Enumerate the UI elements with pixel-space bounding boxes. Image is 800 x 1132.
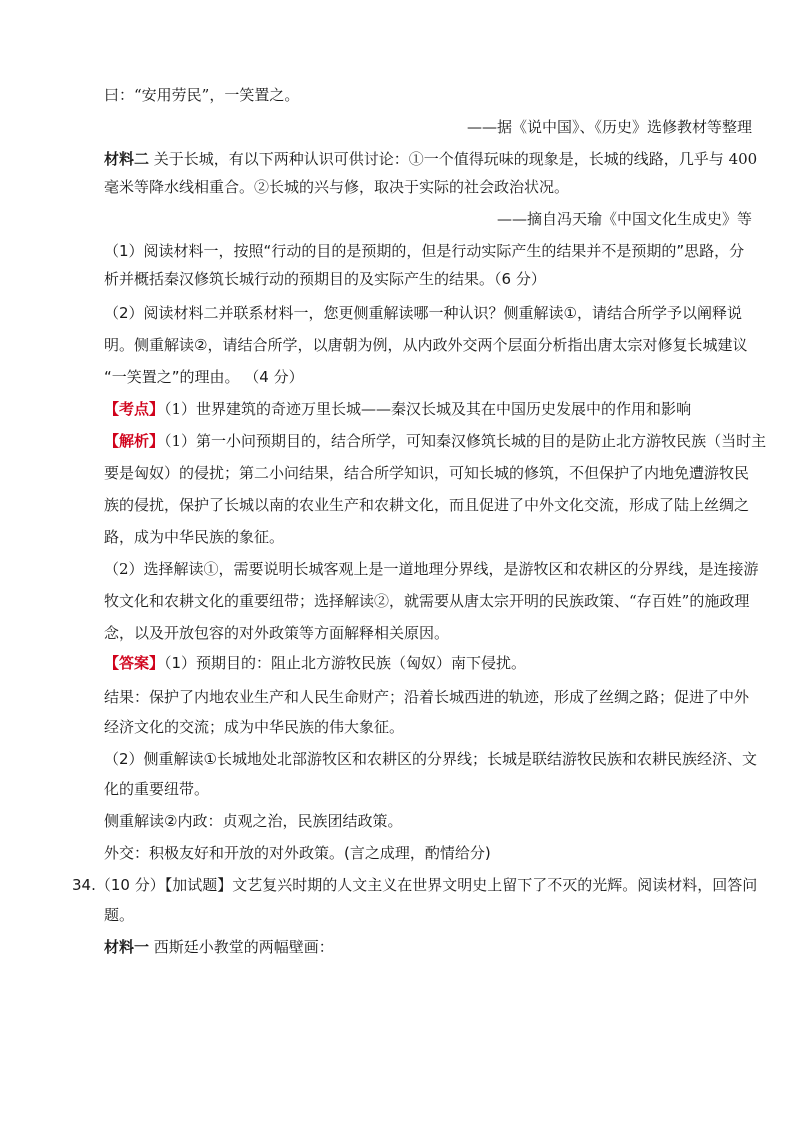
source-citation: ——摘自冯天瑜《中国文化生成史》等 [496,210,752,228]
question-line: “一笑置之”的理由。 （4 分） [104,368,304,386]
question-line: （2）阅读材料二并联系材料一，您更侧重解读哪一种认识？侧重解读①，请结合所学予以阐释说 [104,304,742,322]
daan-line [104,652,526,674]
source-citation: ——据《说中国》、《历史》选修教材等整理 [466,118,752,136]
daan-text: （1）预期目的：阻止北方游牧民族（匈奴）南下侵扰。 [164,654,527,672]
text-line: 路，成为中华民族的象征。 [104,528,285,546]
material-text: 西斯廷小教堂的两幅壁画： [153,938,334,956]
question-line: 明。侧重解读②，请结合所学，以唐朝为例，从内政外交两个层面分析指出唐太宗对修复长城建议 [104,336,748,354]
daan-label: 【答案】 [104,654,165,672]
kaodian-text: （1）世界建筑的奇迹万里长城——秦汉长城及其在中国历史发展中的作用和影响 [164,400,692,418]
answer-line: 化的重要纽带。 [104,780,210,798]
text-line: （2）选择解读①，需要说明长城客观上是一道地理分界线，是游牧区和农耕区的分界线，是连接游 [104,560,759,578]
material-two-line [104,148,757,170]
question-line: 题。 [104,906,135,924]
text-line: 牧文化和农耕文化的重要纽带；选择解读②，就需要从唐太宗开明的民族政策、“存百姓”的施政理 [104,592,750,610]
material-label: 材料一 [104,938,150,956]
text-line: 要是匈奴）的侵扰；第二小问结果，结合所学知识，可知长城的修筑，不但保护了内地免遭游牧民 [104,464,750,482]
answer-line: 结果：保护了内地农业生产和人民生命财产；沿着长城西进的轨迹，形成了丝绸之路；促进了中外 [104,688,750,706]
question-line: 析并概括秦汉修筑长城行动的预期目的及实际产生的结果。（6 分） [104,270,546,288]
jiexi-line [104,430,766,452]
jiexi-label: 【解析】 [104,432,165,450]
text-line: 曰：“安用劳民”，一笑置之。 [104,86,300,104]
text-line: 念，以及开放包容的对外政策等方面解释相关原因。 [104,624,450,642]
text-line: 族的侵扰，保护了长城以南的农业生产和农耕文化，而且促进了中外文化交流，形成了陆上丝绸之 [104,496,750,514]
answer-line: 外交：积极友好和开放的对外政策。(言之成理，酌情给分) [104,844,491,862]
text-line: 毫米等降水线相重合。②长城的兴与修，取决于实际的社会政治状况。 [104,178,570,196]
material-label: 材料二 [104,150,150,168]
answer-line: （2）侧重解读①长城地处北部游牧区和农耕区的分界线；长城是联结游牧民族和农耕民族经济、文 [104,750,757,768]
question-text: （10 分）【加试题】文艺复兴时期的人文主义在世界文明史上留下了不灭的光辉。阅读材料，回答问 [95,876,758,894]
kaodian-label: 【考点】 [104,400,165,418]
answer-line: 侧重解读②内政：贞观之治，民族团结政策。 [104,812,403,830]
material-one-line [104,936,334,958]
question-line: （1）阅读材料一，按照“行动的目的是预期的，但是行动实际产生的结果并不是预期的”思路，分 [104,242,745,260]
question-34-line [72,874,757,896]
jiexi-text: （1）第一小问预期目的，结合所学，可知秦汉修筑长城的目的是防止北方游牧民族（当时主 [164,432,767,450]
material-text: 关于长城，有以下两种认识可供讨论：①一个值得玩味的现象是，长城的线路，几乎与 400 [153,150,758,168]
kaodian-line [104,398,691,420]
question-number: 34. [72,876,96,894]
answer-line: 经济文化的交流；成为中华民族的伟大象征。 [104,718,405,736]
